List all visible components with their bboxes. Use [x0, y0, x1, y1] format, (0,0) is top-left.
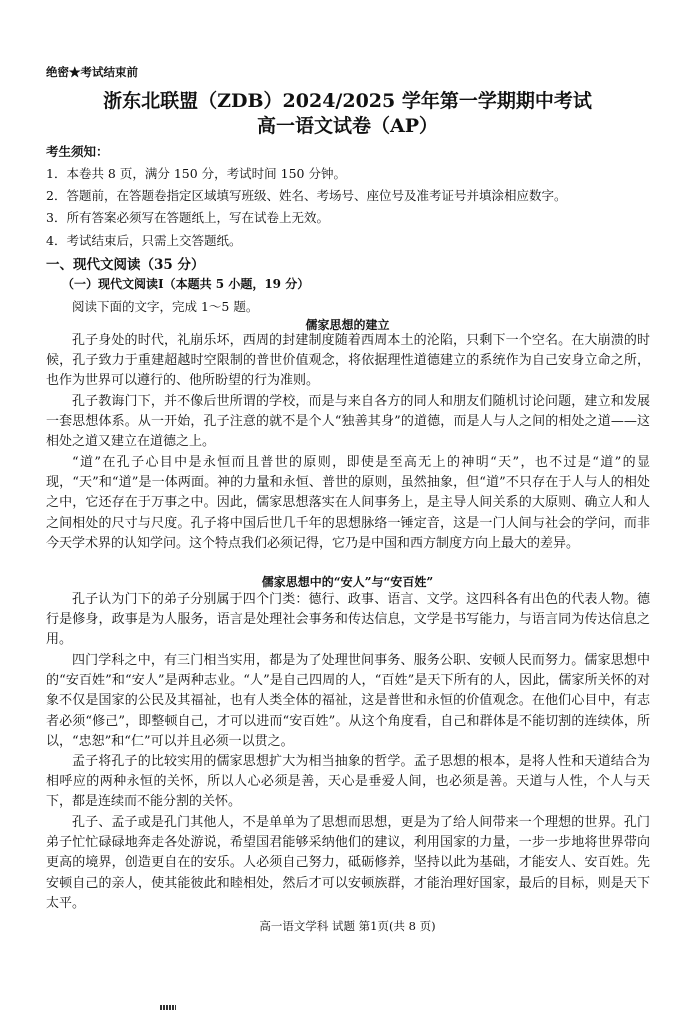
article-paragraph: 四门学科之中，有三门相当实用，都是为了处理世间事务、服务公职、安顿人民而努力。儒家思想中的“安百姓”和“安人”是两种志业。“人”是自己四周的人，“百姓”是天下所有的人，因此，儒家所关怀的对象不仅是国家的公民及其福祉，也有人类全体的福祉，这是普世和永恒的价值观念。在他们心目中，有志者必须“修己”，即整顿自己，才可以进而“安百姓”。从这个角度看，自己和群体是不能切割的连续体，所以，“忠恕”和“仁”可以并且必须一以贯之。: [46, 653, 650, 749]
article-paragraph: 孔子教诲门下，并不像后世所谓的学校，而是与来自各方的同人和朋友们随机讨论问题，建立和发展一套思想体系。从一开始，孔子注意的就不是个人“独善其身”的道德，而是人与人之间的相处之道——这相处之道又建立在道德之上。: [46, 394, 650, 450]
section-heading: 一、现代文阅读（35 分）: [46, 257, 205, 273]
article-title: 儒家思想的建立: [305, 318, 390, 332]
exam-title: 浙东北联盟（ZDB）2024/2025 学年第一学期期中考试: [103, 90, 592, 112]
article-paragraph: 孔子身处的时代，礼崩乐坏，西周的封建制度随着西周本土的沦陷，只剩下一个空名。在大崩溃的时候，孔子致力于重建超越时空限制的普世价值观念，将依据理性道德建立的系统作为自己安身立命之所，也作为世界可以遵行的、他所盼望的行为准则。: [46, 333, 650, 389]
scan-mark: [160, 1005, 176, 1010]
article-paragraph: “道”在孔子心目中是永恒而且普世的原则，即使是至高无上的神明“天”，也不过是“道”的显现，“天”和“道”是一体两面。神的力量和永恒、普世的原则，虽然抽象，但“道”不只存在于人与人的相处之中，它还存在于万事之中。因此，儒家思想落实在人间事务上，是主导人间关系的大原则、确立人和人之间相处的尺寸与尺度。孔子将中国后世几千年的思想脉络一锤定音，这是一门人间与社会的学问，而非今天学术界的认知学问。这个特点我们必须记得，它乃是中国和西方制度方向上最大的差异。: [46, 455, 650, 551]
notice-item: 1．本卷共 8 页，满分 150 分，考试时间 150 分钟。: [46, 166, 346, 181]
article-title: 儒家思想中的“安人”与“安百姓”: [261, 575, 434, 589]
page-footer: 高一语文学科 试题 第1页(共 8 页): [259, 919, 436, 933]
notice-item: 3．所有答案必须写在答题纸上，写在试卷上无效。: [46, 210, 329, 225]
exam-subtitle: 高一语文试卷（AP）: [256, 115, 439, 137]
confidential-label: 绝密★考试结束前: [46, 65, 138, 79]
article-paragraph: 孔子、孟子或是孔门其他人，不是单单为了思想而思想，更是为了给人间带来一个理想的世界。孔门弟子忙忙碌碌地奔走各处游说，希望国君能够采纳他们的建议，利用国家的力量，一步一步地将世界带向更高的境界，创造更自在的安乐。人必须自己努力，砥砺修养，坚持以此为基础，才能安人、安百姓。先安顿自己的亲人，使其能彼此和睦相处，然后才可以安顿族群，才能治理好国家，最后的目标，则是天下太平。: [46, 815, 650, 911]
article-paragraph: 孔子认为门下的弟子分别属于四个门类：德行、政事、语言、文学。这四科各有出色的代表人物。德行是修身，政事是为人服务，语言是处理社会事务和传达信息，文学是书写能力，与语言同为传达信息之用。: [46, 592, 650, 648]
article-paragraph: 孟子将孔子的比较实用的儒家思想扩大为相当抽象的哲学。孟子思想的根本，是将人性和天道结合为相呼应的两种永恒的关怀，所以人心必须是善，天心是垂爱人间，也必须是善。天道与人性，个人与天下，都是连续而不能分割的关怀。: [46, 754, 650, 810]
notice-item: 4．考试结束后，只需上交答题纸。: [46, 233, 242, 248]
reading-instruction: 阅读下面的文字，完成 1～5 题。: [72, 299, 259, 314]
notice-item: 2．答题前，在答题卷指定区域填写班级、姓名、考场号、座位号及准考证号并填涂相应数字。: [46, 188, 567, 203]
subsection-heading: （一）现代文阅读Ⅰ（本题共 5 小题，19 分）: [62, 277, 310, 291]
notice-heading: 考生须知：: [46, 144, 109, 159]
